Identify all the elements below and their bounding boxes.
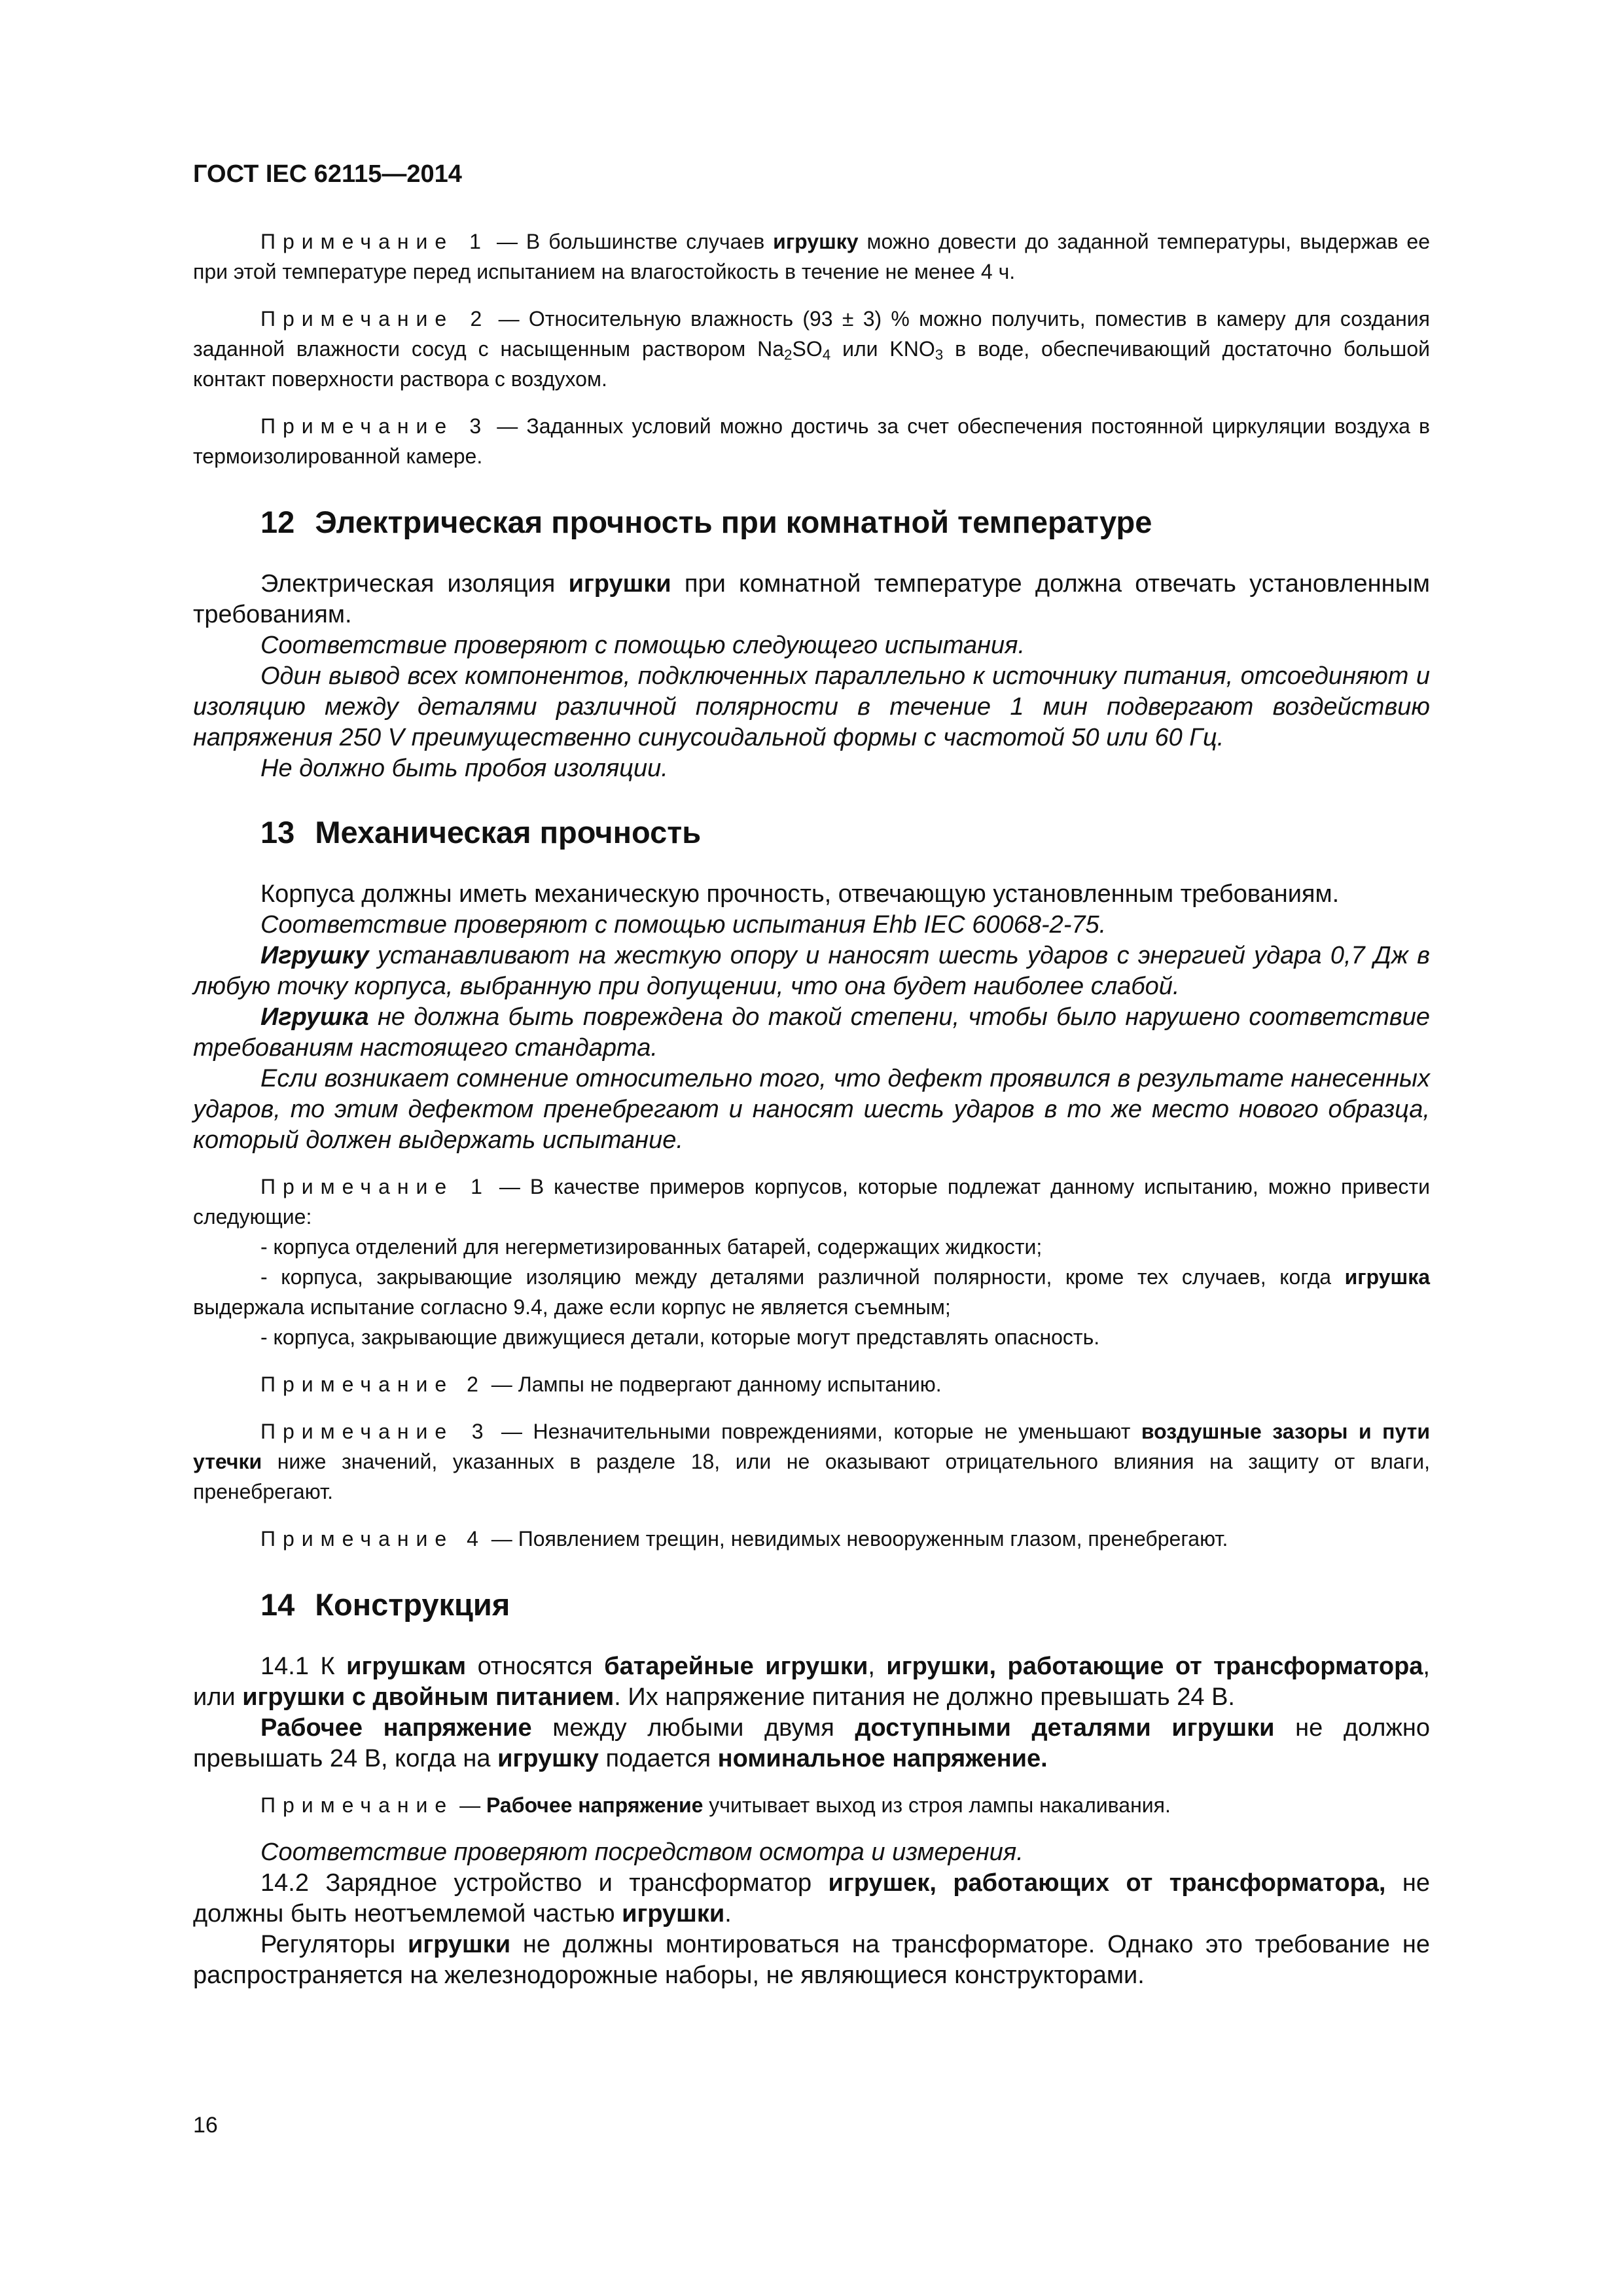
s14-paragraph-4: 14.2 Зарядное устройство и трансформатор игрушек, работающих от трансформатора, не должны быть неотъемлемой частью игрушки. — [193, 1869, 1431, 1928]
section-14-heading: 14 Конструкция — [260, 1587, 510, 1622]
section-13-heading: 13 Механическая прочность — [260, 815, 702, 850]
s13-paragraph-4: Игрушка не должна быть повреждена до такой степени, чтобы было нарушено соответствие требованиям настоящего стандарта. — [193, 1003, 1430, 1062]
section-12-heading: 12 Электрическая прочность при комнатной температуре — [260, 505, 1152, 539]
note-1: Примечание 1 — В большинстве случаев игрушку можно довести до заданной температуры, выдержав ее при этой температуре перед испытанием на влагостойкость в течение не менее 4 ч. — [193, 230, 1431, 283]
s14-paragraph-5: Регуляторы игрушки не должны монтироваться на трансформаторе. Однако это требование не распространяется на железнодорожные наборы, не являющиеся конструкторами. — [193, 1931, 1430, 1989]
s13-note-1: Примечание 1 — В качестве примеров корпусов, которые подлежат данному испытанию, можно привести следующие: — [193, 1175, 1430, 1229]
s13-paragraph-3: Игрушку устанавливают на жесткую опору и наносят шесть ударов с энергией удара 0,7 Дж в любую точку корпуса, выбранную при допущении, что она будет наиболее слабой. — [193, 942, 1430, 1000]
s13-note-4: Примечание 4 — Появлением трещин, невидимых невооруженным глазом, пренебрегают. — [260, 1527, 1228, 1551]
s13-note-2: Примечание 2 — Лампы не подвергают данному испытанию. — [260, 1372, 942, 1396]
s13-note-1-list — [193, 1232, 1430, 1352]
page-number: 16 — [193, 2113, 218, 2138]
s12-paragraph-4: Не должно быть пробоя изоляции. — [260, 755, 668, 782]
document-header: ГОСТ IEC 62115—2014 — [193, 160, 462, 188]
list-item: - корпуса отделений для негерметизированных батарей, содержащих жидкости; — [260, 1235, 1043, 1259]
s14-paragraph-1: 14.1 К игрушкам относятся батарейные игрушки, игрушки, работающие от трансформатора, или игрушки с двойным питанием. Их напряжение питания не должно превышать 24 В. — [193, 1653, 1430, 1711]
s13-paragraph-2: Соответствие проверяют с помощью испытания Ehb IEC 60068-2-75. — [260, 911, 1107, 939]
s13-note-3: Примечание 3 — Незначительными повреждениями, которые не уменьшают воздушные зазоры и пути утечки ниже значений, указанных в разделе 18, или не оказывают отрицательного влияния на защиту от влаги, пренебрегают. — [193, 1420, 1431, 1503]
note-2: Примечание 2 — Относительную влажность (93 ± 3) % можно получить, поместив в камеру для создания заданной влажности сосуд с насыщенным раствором $Na_2SO_4$ или $KNO_3$ в воде, обеспечивающий достаточно большой контакт поверхности раствора с воздухом. — [193, 307, 1431, 391]
s14-paragraph-3: Соответствие проверяют посредством осмотра и измерения. — [260, 1839, 1024, 1866]
note-3: Примечание 3 — Заданных условий можно достичь за счет обеспечения постоянной циркуляции воздуха в термоизолированной камере. — [193, 414, 1431, 468]
s12-paragraph-2: Соответствие проверяют с помощью следующего испытания. — [260, 632, 1025, 659]
s13-paragraph-1: Корпуса должны иметь механическую прочность, отвечающую установленным требованиям. — [260, 880, 1340, 908]
s13-paragraph-5: Если возникает сомнение относительно того, что дефект проявился в результате нанесенных ударов, то этим дефектом пренебрегают и наносят шесть ударов в то же место нового образца, который должен выдержать испытание. — [193, 1065, 1430, 1154]
list-item: - корпуса, закрывающие движущиеся детали, которые могут представлять опасность. — [260, 1325, 1100, 1349]
s14-paragraph-2: Рабочее напряжение между любыми двумя доступными деталями игрушки не должно превышать 24 В, когда на игрушку подается номинальное напряжение. — [193, 1714, 1430, 1772]
s14-note: Примечание — Рабочее напряжение учитывает выход из строя лампы накаливания. — [260, 1793, 1171, 1817]
list-item: - корпуса, закрывающие изоляцию между деталями различной полярности, кроме тех случаев, когда игрушка выдержала испытание согласно 9.4, даже если корпус не является съемным; — [193, 1265, 1430, 1319]
page-content — [193, 160, 1430, 1991]
s12-paragraph-1: Электрическая изоляция игрушки при комнатной температуре должна отвечать установленным требованиям. — [193, 570, 1430, 628]
s12-paragraph-3: Один вывод всех компонентов, подключенных параллельно к источнику питания, отсоединяют и изоляцию между деталями различной полярности в течение 1 мин подвергают воздействию напряжения 250 V преимущественно синусоидальной формы с частотой 50 или 60 Гц. — [193, 662, 1430, 751]
